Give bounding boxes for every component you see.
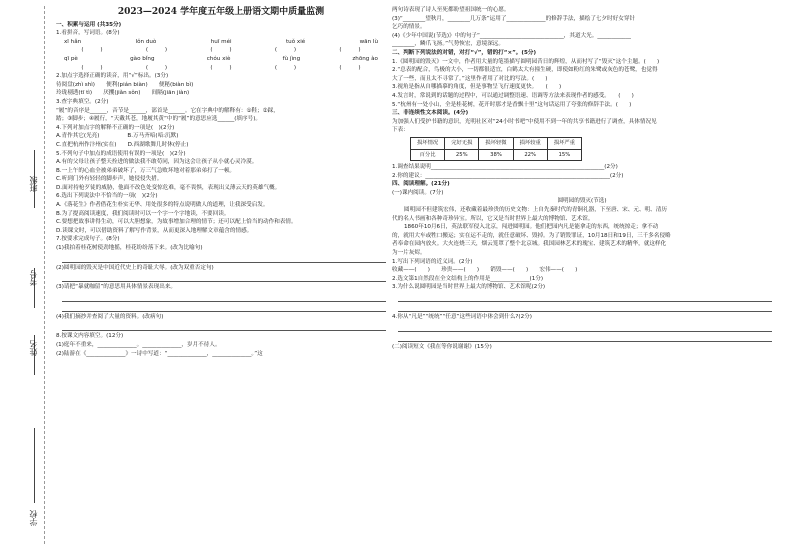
pinyin: tuǒ xié bbox=[285, 38, 306, 45]
reading-question-1: 1.写出下列词语的近义词。(2分) bbox=[392, 258, 473, 265]
table-header-cell: 损坏较重 bbox=[513, 137, 547, 149]
question-8-3-cont: 乞巧的情景。 bbox=[392, 24, 426, 31]
judge-1: 1.《圆明园的毁灭》一文中，作者用大量的笔墨描写圆明园昔日的辉煌，从而衬写了“毁灭”这个主题。( ) bbox=[392, 58, 660, 65]
question-5-option-a: A.有的父母让孩子整天拴进的做法我不敢苟同，因为这会让孩子从小就心灵冷漠。 bbox=[56, 159, 258, 166]
pinyin: fù jìng bbox=[282, 55, 301, 62]
question-2: 2.加点字选择正确的读音，用“√”标出。(3分) bbox=[56, 73, 169, 80]
table-header-cell: 完好无损 bbox=[445, 137, 479, 149]
answer-line[interactable] bbox=[62, 254, 386, 263]
question-8-2: (2)陆游在《______________》一诗中写道：“______________，______________。”这 bbox=[56, 350, 263, 357]
school-line bbox=[34, 428, 35, 503]
table-header-cell: 损坏轻微 bbox=[479, 137, 513, 149]
pinyin: gào bǐng bbox=[130, 55, 155, 62]
passage-line: 圆明园不但建筑宏伟，还收藏着最珍贵的历史文物：上自先秦时代的青铜礼器，下至唐、宋、元、明、清历 bbox=[404, 207, 667, 214]
question-2-line-a: 待阅盘(zhì shì) 便利(pián biàn) 便秘(biàn bì) bbox=[56, 81, 194, 88]
question-2-line-b: 玲珑剔透(tī tì) 厌攫(jiǎn sǒn) 间隔(jiān jiàn) bbox=[56, 90, 190, 97]
question-4-option-ab: A.青作其它(光亮) B.万马齐喑(喑:沉默) bbox=[56, 133, 179, 140]
judge-2: 2.“总表的配合，鸟极的大小，一切都很适宜，白鹤太大有撞生硬，即使如粉红的朱鹭或灰色的苍鹭，也觉得 bbox=[392, 67, 658, 74]
question-3: 3.查字典填空。(2分) bbox=[56, 98, 109, 105]
answer-line[interactable] bbox=[62, 322, 386, 331]
answer-line[interactable] bbox=[398, 303, 772, 312]
question-6-option-a: A.《落花生》作者借花生朴实无华、用处很多的特点说明做人的道理，让我深受启发。 bbox=[56, 202, 269, 209]
survey-intro: 为加强人们受护书籍的意识，光明社区对“24小时书吧”中使用不到一年的共享书籍进行了调查，具体情况见 bbox=[392, 118, 657, 125]
pinyin: wān lù bbox=[359, 38, 378, 45]
answer-line[interactable] bbox=[62, 293, 386, 302]
reading-part-2-heading: (二)阅读短文《我在等你说谢谢》(15分) bbox=[392, 343, 492, 350]
survey-question-2: 2.你的建议：__________________________________________________________________(2分) bbox=[392, 172, 624, 179]
answer-line[interactable] bbox=[62, 303, 386, 312]
question-8-1: (1)庭年不重来，______________。______________，岁月不待人。 bbox=[56, 342, 221, 348]
question-7-2: (2)圆明园的毁灭是中国近代史上的奇耻大辱。(改为双重否定句) bbox=[56, 264, 214, 271]
table-cell: 38% bbox=[479, 149, 513, 161]
section-4-heading: 四、阅读理解。(21分) bbox=[392, 181, 450, 188]
right-column bbox=[392, 6, 772, 351]
question-5-option-d: D.面对持枪歹徒的威胁，他面不改色处变惊危难，毫不畏惧，表现出义薄云天的英雄气概。 bbox=[56, 184, 281, 191]
pinyin: qī pè bbox=[64, 55, 78, 62]
question-3-line-b: 踏；③脚步；④履行，“天戴其苍，地履其黄”中的“履”的意思应选______(填序号)。 bbox=[56, 116, 261, 123]
question-7-4: (4)我们摘抄并查阅了大量的资料。(改病句) bbox=[56, 313, 164, 320]
binding-dashed-line bbox=[44, 6, 45, 544]
answer-line[interactable] bbox=[398, 293, 772, 302]
question-7-3: (3)请把“暴就咖留”的意思用具体情景表现出来。 bbox=[56, 284, 177, 291]
pinyin: chóu xiè bbox=[206, 55, 231, 62]
question-4-option-cd: C.直把杭州作汴州(实在) D.西湖歌舞几时休(停止) bbox=[56, 141, 189, 148]
judge-2-cont: 大了一些，而且太不寻常了。”这里作者用了对比的写法。( ) bbox=[392, 75, 548, 82]
survey-question-1: 1.调查结果说明______________________________________________________________(2分) bbox=[392, 164, 618, 171]
question-8-4-cont: ________，鳞爪飞扬。”气势恢宏，意境深远。 bbox=[392, 41, 504, 48]
passage-line: 者奉命在园内放火。大火连烧三天，烟云笼罩了整个北京城。我国园林艺术的瑰宝、建筑艺术的精华，就这样化 bbox=[392, 241, 667, 248]
reading-question-1-blanks: 收藏——( ) 珍贵——( ) 销毁——( ) 宏伟——( ) bbox=[392, 267, 578, 274]
answer-line[interactable] bbox=[62, 273, 386, 282]
passage-line: 为一片灰烬。 bbox=[392, 250, 426, 257]
exam-title: 2023—2024 学年度五年级上册语文期中质量监测 bbox=[117, 7, 325, 17]
question-5: 5.不列句子中加点的成语使用有误的一项是( )(2分) bbox=[56, 150, 186, 157]
section-1-heading: 一、积累与运用 (共35分) bbox=[56, 21, 122, 28]
left-column bbox=[56, 6, 386, 358]
table-cell: 22% bbox=[513, 149, 547, 161]
question-8-4: (4)《少年中国说(节选)》中的句子“______________________________，其道大光。____________ bbox=[392, 32, 631, 39]
question-5-option-b: B.一上午的心血全被弟弟破坏了，万三气急败坏地对着那弟弟打了一顿。 bbox=[56, 167, 236, 174]
survey-intro-cont: 下表： bbox=[392, 127, 409, 134]
answer-brackets-row-1: ( ) ( ) ( ) ( ) ( ) bbox=[81, 47, 361, 54]
question-6: 6.选出下列说法中不恰当的一项( )(2分) bbox=[56, 193, 158, 200]
pinyin: lǒn duò bbox=[135, 38, 157, 45]
question-1: 1.看拼音，写词语。(8分) bbox=[56, 30, 120, 37]
passage-line: 代的名人书画和各种奇珍异宝。所以，它又是当时世界上最大的博物馆、艺术馆。 bbox=[392, 215, 594, 222]
q8-continued: 两句诗表现了诗人至死都盼望祖国统一的心愿。 bbox=[392, 7, 510, 13]
exam-number-label: 考号 bbox=[29, 270, 38, 286]
pinyin-row-2 bbox=[56, 55, 386, 64]
table-header-row bbox=[411, 137, 582, 149]
reading-question-4: 4.你从“凡是”“统统”“任意”这些词语中体会到什么?(2分) bbox=[392, 314, 532, 320]
question-6-option-c: C.要想把故事讲得生动，可以大胆想象，为故事增加合理的情节；还可以配上恰当的动作和表情。 bbox=[56, 219, 297, 226]
passage-line: 的，就用大车或牲口搬运；实在运不走的，就任意破坏、毁掉。为了销毁罪证，10月18日和19日，三千多名侵略 bbox=[392, 232, 671, 239]
table-header-cell: 损坏情况 bbox=[411, 137, 445, 149]
pinyin: huī méi bbox=[210, 38, 232, 45]
table-cell: 15% bbox=[547, 149, 581, 161]
question-4: 4.下列对加点字的解释不正确的一项是( )(2分) bbox=[56, 124, 175, 131]
table-header-cell: 损坏严重 bbox=[547, 137, 581, 149]
school-label: 学校 bbox=[29, 510, 38, 526]
answer-line[interactable] bbox=[398, 333, 772, 342]
reading-question-3: 3.为什么说圆明园是当时世界上最大的博物馆、艺术馆呢(2分) bbox=[392, 284, 546, 291]
answer-brackets-row-2: ( ) ( ) ( ) ( ) ( ) bbox=[81, 64, 361, 71]
question-5-option-c: C.听到门外有轻轻的脚步声，她侵侵失措。 bbox=[56, 176, 163, 183]
question-6-option-b: B.为了提高阅读速度，我们阅读时可以一个字一个字地读，不要回读。 bbox=[56, 210, 230, 217]
table-row bbox=[411, 149, 582, 161]
question-3-line-a: “履”的音序是______，音节是______，部首是______。它在字典中的解释有：①鞋；②踩， bbox=[56, 107, 279, 114]
passage-title: 圆明园的毁灭(节选) bbox=[557, 198, 607, 205]
class-label: 班级 bbox=[29, 176, 38, 192]
judge-4: 4.发言时，常说到的话题的过程中，可以通过调整语速、语调等方法来表现作者的感受。 ( ) bbox=[392, 92, 634, 99]
reading-part-1-heading: (一)课内阅读。(7分) bbox=[392, 189, 444, 196]
question-8-3: (3)“________望秋月，________几万条”运用了______________的修辞手法，描绘了七夕时好女穿针 bbox=[392, 15, 636, 22]
section-2-heading: 二、判断下列说法的对错，对打“√”，错的打“×”。(5分) bbox=[392, 49, 537, 56]
name-label: 姓名 bbox=[29, 340, 38, 356]
pinyin: xī hǎn bbox=[64, 38, 82, 45]
question-8: 8.按课文内容填空。(12分) bbox=[56, 333, 124, 340]
table-cell: 25% bbox=[445, 149, 479, 161]
table-cell: 百分比 bbox=[411, 149, 445, 161]
binding-margin bbox=[0, 0, 52, 550]
pinyin: zhōng ào bbox=[352, 55, 378, 62]
judge-3: 3.视角是指从自哪描摹的角度，但是事物呈飞行速度更快。 ( ) bbox=[392, 84, 562, 91]
survey-table bbox=[410, 137, 582, 161]
passage-line: 1860年10月6日，英法联军侵入北京，闯进圆明园。他们把园内凡是能拿走的东西，统统掠走；拿不动 bbox=[404, 224, 659, 231]
reading-question-2: 2.选文第1自然段在全文结构上的作用是______________(1分) bbox=[392, 275, 544, 282]
question-7: 7.按要求完成句子。(8分) bbox=[56, 236, 120, 243]
answer-line[interactable] bbox=[398, 323, 772, 332]
pinyin-row-1 bbox=[56, 38, 386, 47]
judge-5: 5.“杭州有一处小山，全是桂花树，花开时那才是香飘十里”这句话运用了夸张的修辞手法。( ) bbox=[392, 101, 632, 108]
question-7-1: (1)我拍着桂花树使劲地摇，桂花纷纷落下来。(改为比喻句) bbox=[56, 245, 203, 252]
section-3-heading: 三、非连续性文本阅读。(4分) bbox=[392, 110, 469, 117]
question-6-option-d: D.读课文时，可以借助资料了解写作背景，从而更深入地理解文章蕴含的情感。 bbox=[56, 227, 253, 234]
